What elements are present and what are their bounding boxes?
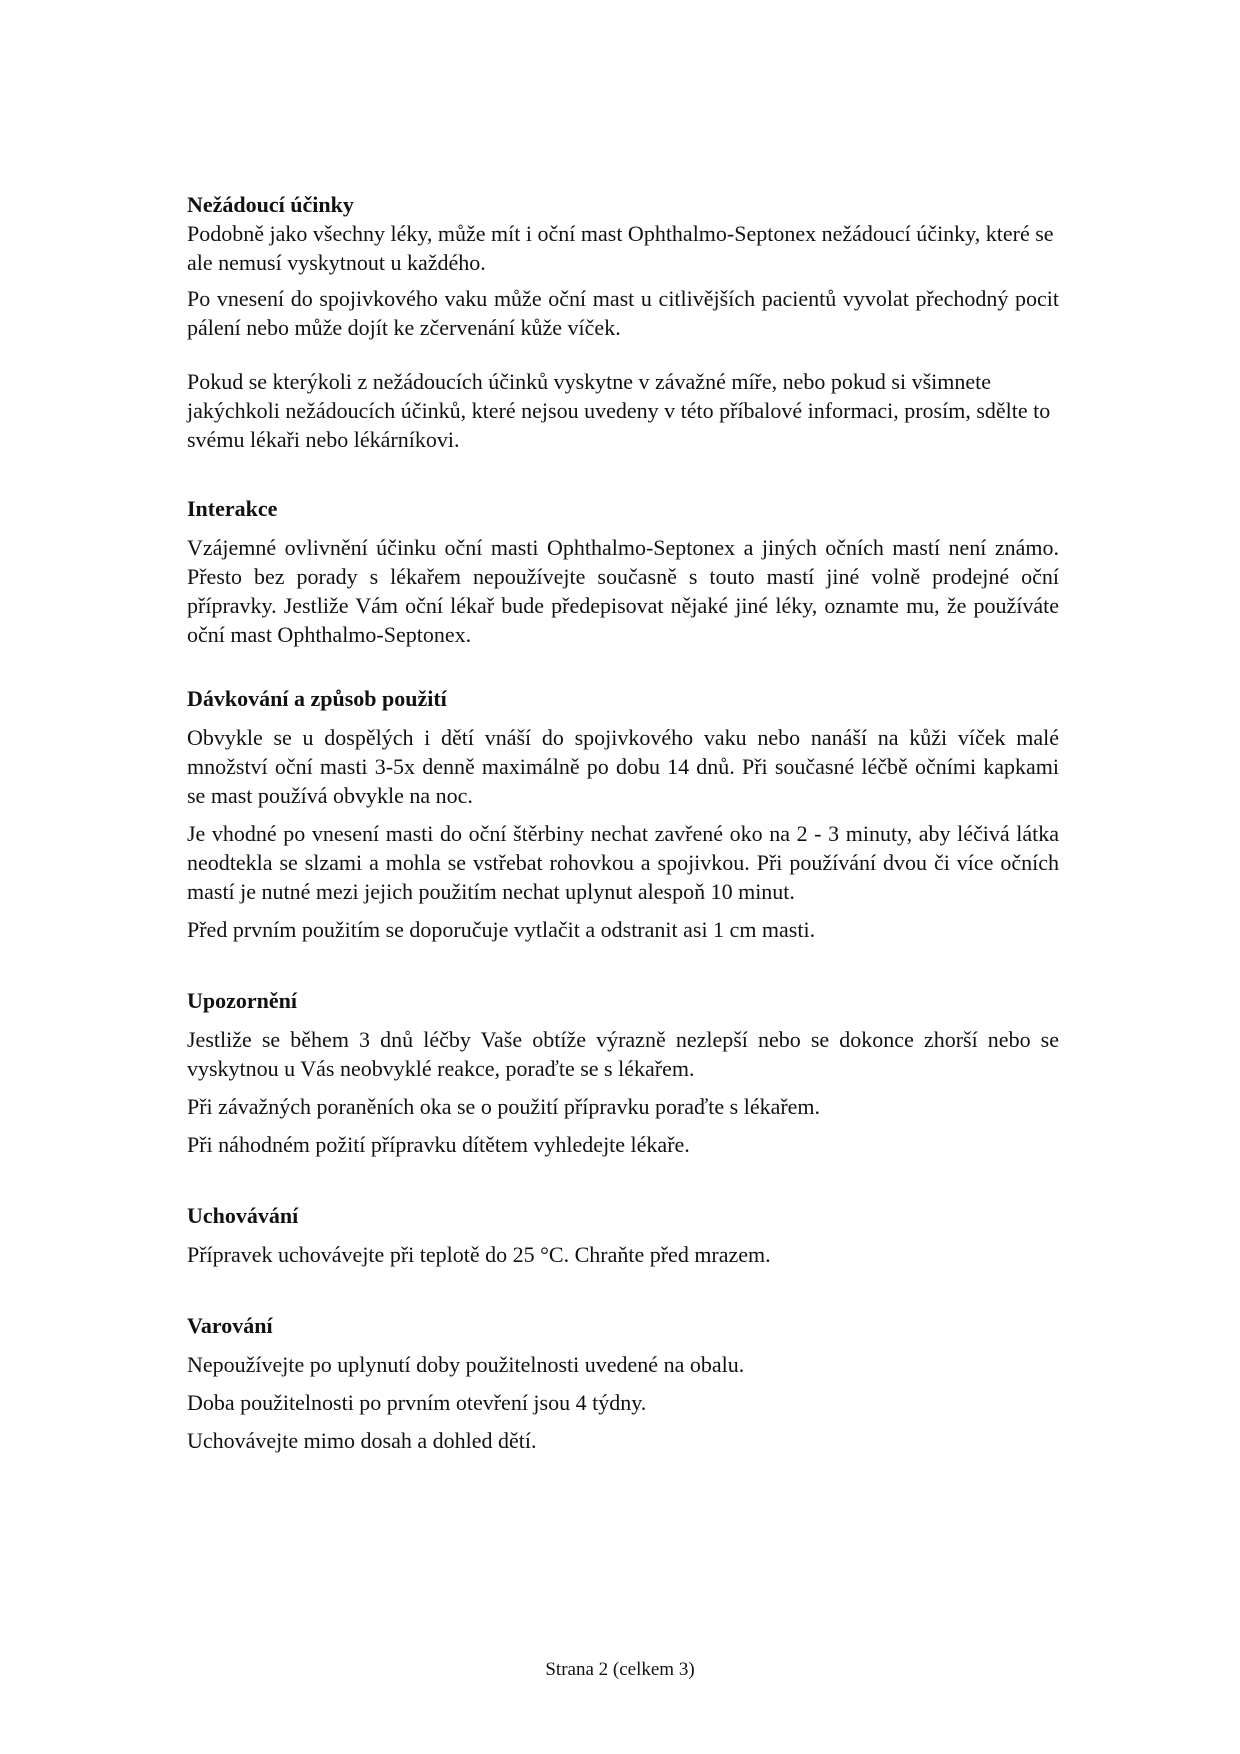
- section-heading: Nežádoucí účinky: [187, 192, 354, 217]
- section-adverse-effects: [187, 190, 1059, 454]
- paragraph: Obvykle se u dospělých i dětí vnáší do spojivkového vaku nebo nanáší na kůži víček malé množství oční masti 3-5x denně maximálně po dobu 14 dnů. Při současné léčbě očními kapkami se mast používá obvykle na noc.: [187, 725, 1059, 808]
- section-storage: [187, 1201, 1059, 1269]
- section-caution: [187, 1311, 1059, 1455]
- paragraph: Při závažných poraněních oka se o použití přípravku poraďte s lékařem.: [187, 1094, 821, 1119]
- paragraph: Po vnesení do spojivkového vaku může oční mast u citlivějších pacientů vyvolat přechodný pocit pálení nebo může dojít ke zčervenání kůže víček.: [187, 286, 1059, 340]
- section-heading: Interakce: [187, 496, 278, 521]
- page-number: Strana 2 (celkem 3): [545, 1659, 695, 1680]
- paragraph: Je vhodné po vnesení masti do oční štěrbiny nechat zavřené oko na 2 - 3 minuty, aby léčivá látka neodtekla se slzami a mohla se vstřebat rohovkou a spojivkou. Při používání dvou či více očních mastí je nutné mezi jejich použitím nechat uplynut alespoň 10 minut.: [187, 821, 1059, 904]
- paragraph: Vzájemné ovlivnění účinku oční masti Ophthalmo-Septonex a jiných očních mastí není známo. Přesto bez porady s lékařem nepoužívejte současně s touto mastí jiné volně prodejné oční přípravky. Jestliže Vám oční lékař bude předepisovat nějaké jiné léky, oznamte mu, že používáte oční mast Ophthalmo-Septonex.: [187, 535, 1059, 647]
- paragraph: Doba použitelnosti po prvním otevření jsou 4 týdny.: [187, 1390, 647, 1415]
- paragraph: Při náhodném požití přípravku dítětem vyhledejte lékaře.: [187, 1132, 690, 1157]
- section-heading: Dávkování a způsob použití: [187, 686, 447, 711]
- section-dosage: [187, 684, 1059, 944]
- section-heading: Varování: [187, 1313, 273, 1338]
- section-interactions: [187, 494, 1059, 649]
- section-heading: Uchovávání: [187, 1203, 299, 1228]
- section-heading: Upozornění: [187, 988, 297, 1013]
- paragraph: Přípravek uchovávejte při teplotě do 25 °C. Chraňte před mrazem.: [187, 1242, 771, 1267]
- paragraph: Podobně jako všechny léky, může mít i oční mast Ophthalmo-Septonex nežádoucí účinky, které se ale nemusí vyskytnout u každého.: [187, 221, 1054, 275]
- paragraph: Pokud se kterýkoli z nežádoucích účinků vyskytne v závažné míře, nebo pokud si všimnete jakýchkoli nežádoucích účinků, které nejsou uvedeny v této příbalové informaci, prosím, sdělte to svému lékaři nebo lékárníkovi.: [187, 369, 1051, 452]
- paragraph: Uchovávejte mimo dosah a dohled dětí.: [187, 1428, 537, 1453]
- paragraph: Nepoužívejte po uplynutí doby použitelnosti uvedené na obalu.: [187, 1352, 745, 1377]
- paragraph: Jestliže se během 3 dnů léčby Vaše obtíže výrazně nezlepší nebo se dokonce zhorší nebo se vyskytnou u Vás neobvyklé reakce, poraďte se s lékařem.: [187, 1027, 1059, 1081]
- section-warning: [187, 986, 1059, 1159]
- document-page: [187, 190, 1059, 1455]
- paragraph: Před prvním použitím se doporučuje vytlačit a odstranit asi 1 cm masti.: [187, 917, 816, 942]
